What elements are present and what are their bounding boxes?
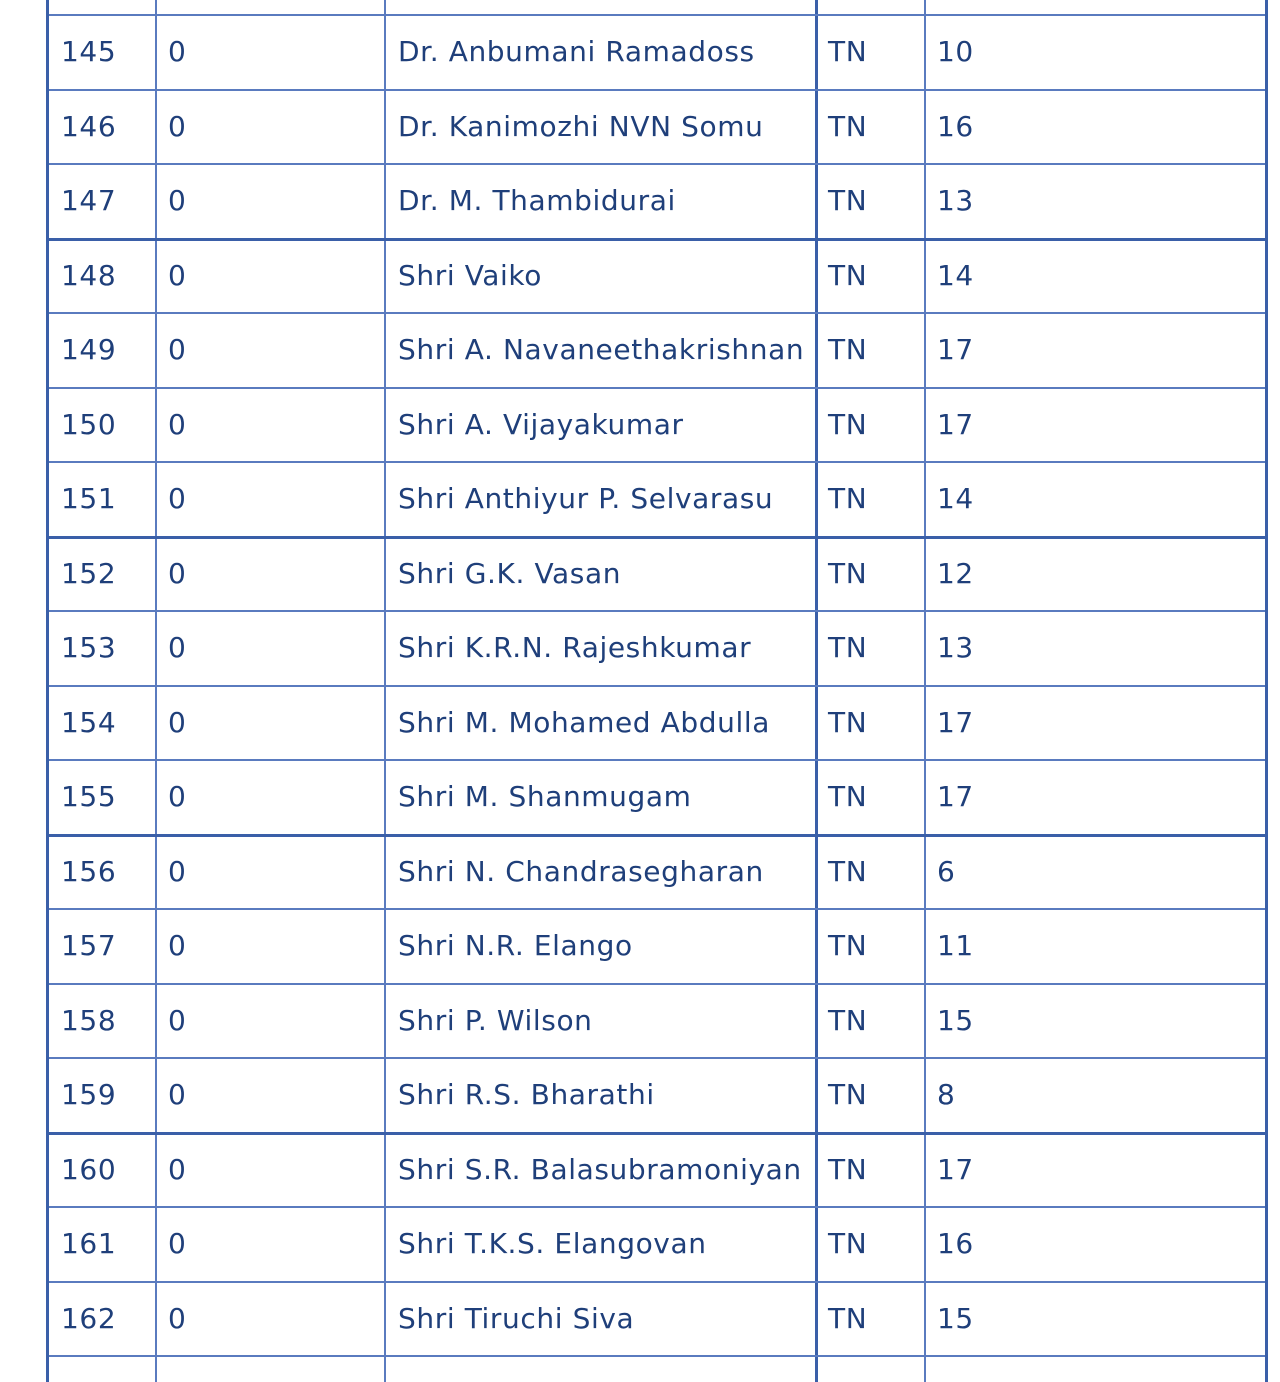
state-cell: TN xyxy=(828,556,868,590)
state-cell: TN xyxy=(828,1003,868,1037)
table-row xyxy=(49,611,1265,685)
state-cell: TN xyxy=(828,109,868,143)
table-row xyxy=(49,90,1265,164)
state-cell: TN xyxy=(828,780,868,813)
value-cell: 17 xyxy=(937,1152,974,1186)
member-name-cell: Shri A. Navaneethakrishnan xyxy=(398,333,805,366)
serial-number-cell: 158 xyxy=(61,1003,117,1037)
value-cell: 11 xyxy=(937,929,974,962)
serial-number-cell: 150 xyxy=(61,407,117,441)
zero-cell: 0 xyxy=(168,407,187,441)
value-cell: 13 xyxy=(937,631,974,664)
value-cell: 17 xyxy=(937,333,974,366)
zero-cell: 0 xyxy=(168,1227,187,1260)
row-divider xyxy=(49,1355,1265,1357)
member-name-cell: Dr. Anbumani Ramadoss xyxy=(398,35,755,68)
table-row xyxy=(49,537,1265,611)
state-cell: TN xyxy=(828,1078,868,1111)
state-cell: TN xyxy=(828,929,868,962)
serial-number-cell: 154 xyxy=(61,705,117,739)
member-name-cell: Dr. M. Thambidurai xyxy=(398,184,676,217)
serial-number-cell: 153 xyxy=(61,631,117,664)
state-cell: TN xyxy=(828,631,868,664)
zero-cell: 0 xyxy=(168,1301,187,1335)
zero-cell: 0 xyxy=(168,631,187,664)
value-cell: 13 xyxy=(937,184,974,217)
table-row xyxy=(49,164,1265,238)
state-cell: TN xyxy=(828,407,868,441)
serial-number-cell: 148 xyxy=(61,258,117,292)
zero-cell: 0 xyxy=(168,556,187,590)
serial-number-cell: 151 xyxy=(61,482,117,515)
table-row xyxy=(49,1058,1265,1132)
value-cell: 6 xyxy=(937,854,956,888)
member-name-cell: Shri Anthiyur P. Selvarasu xyxy=(398,482,774,515)
table-row xyxy=(49,1133,1265,1207)
table-row xyxy=(49,313,1265,387)
members-table xyxy=(46,0,1268,1382)
table-row xyxy=(49,388,1265,462)
zero-cell: 0 xyxy=(168,854,187,888)
member-name-cell: Shri Tiruchi Siva xyxy=(398,1301,635,1335)
zero-cell: 0 xyxy=(168,482,187,515)
serial-number-cell: 159 xyxy=(61,1078,117,1111)
state-cell: TN xyxy=(828,258,868,292)
table-row xyxy=(49,462,1265,536)
value-cell: 16 xyxy=(937,1227,974,1260)
value-cell: 14 xyxy=(937,482,974,515)
zero-cell: 0 xyxy=(168,1078,187,1111)
value-cell: 10 xyxy=(937,35,974,68)
table-row xyxy=(49,909,1265,983)
member-name-cell: Shri S.R. Balasubramoniyan xyxy=(398,1152,802,1186)
member-name-cell: Shri G.K. Vasan xyxy=(398,556,622,590)
member-name-cell: Shri N. Chandrasegharan xyxy=(398,854,764,888)
value-cell: 15 xyxy=(937,1301,974,1335)
serial-number-cell: 155 xyxy=(61,780,117,813)
member-name-cell: Shri P. Wilson xyxy=(398,1003,593,1037)
zero-cell: 0 xyxy=(168,35,187,68)
table-row xyxy=(49,1207,1265,1281)
member-name-cell: Shri K.R.N. Rajeshkumar xyxy=(398,631,752,664)
table-row xyxy=(49,239,1265,313)
table-row xyxy=(49,835,1265,909)
serial-number-cell: 157 xyxy=(61,929,117,962)
value-cell: 17 xyxy=(937,705,974,739)
serial-number-cell: 156 xyxy=(61,854,117,888)
value-cell: 12 xyxy=(937,556,974,590)
value-cell: 15 xyxy=(937,1003,974,1037)
zero-cell: 0 xyxy=(168,705,187,739)
table-row xyxy=(49,15,1265,89)
state-cell: TN xyxy=(828,333,868,366)
state-cell: TN xyxy=(828,1152,868,1186)
zero-cell: 0 xyxy=(168,184,187,217)
member-name-cell: Shri M. Shanmugam xyxy=(398,780,692,813)
zero-cell: 0 xyxy=(168,1003,187,1037)
serial-number-cell: 160 xyxy=(61,1152,117,1186)
state-cell: TN xyxy=(828,705,868,739)
state-cell: TN xyxy=(828,184,868,217)
serial-number-cell: 161 xyxy=(61,1227,117,1260)
member-name-cell: Shri T.K.S. Elangovan xyxy=(398,1227,707,1260)
state-cell: TN xyxy=(828,482,868,515)
serial-number-cell: 162 xyxy=(61,1301,117,1335)
zero-cell: 0 xyxy=(168,780,187,813)
state-cell: TN xyxy=(828,35,868,68)
serial-number-cell: 146 xyxy=(61,109,117,143)
member-name-cell: Shri A. Vijayakumar xyxy=(398,407,684,441)
zero-cell: 0 xyxy=(168,258,187,292)
member-name-cell: Dr. Kanimozhi NVN Somu xyxy=(398,109,764,143)
table-row xyxy=(49,1282,1265,1356)
value-cell: 17 xyxy=(937,407,974,441)
table-row xyxy=(49,760,1265,834)
serial-number-cell: 145 xyxy=(61,35,117,68)
serial-number-cell: 147 xyxy=(61,184,117,217)
member-name-cell: Shri N.R. Elango xyxy=(398,929,633,962)
state-cell: TN xyxy=(828,1227,868,1260)
value-cell: 16 xyxy=(937,109,974,143)
state-cell: TN xyxy=(828,1301,868,1335)
table-row xyxy=(49,686,1265,760)
value-cell: 14 xyxy=(937,258,974,292)
zero-cell: 0 xyxy=(168,109,187,143)
serial-number-cell: 149 xyxy=(61,333,117,366)
zero-cell: 0 xyxy=(168,333,187,366)
value-cell: 8 xyxy=(937,1078,956,1111)
member-name-cell: Shri Vaiko xyxy=(398,258,542,292)
value-cell: 17 xyxy=(937,780,974,813)
member-name-cell: Shri R.S. Bharathi xyxy=(398,1078,655,1111)
state-cell: TN xyxy=(828,854,868,888)
member-name-cell: Shri M. Mohamed Abdulla xyxy=(398,705,771,739)
serial-number-cell: 152 xyxy=(61,556,117,590)
zero-cell: 0 xyxy=(168,929,187,962)
zero-cell: 0 xyxy=(168,1152,187,1186)
table-row xyxy=(49,984,1265,1058)
